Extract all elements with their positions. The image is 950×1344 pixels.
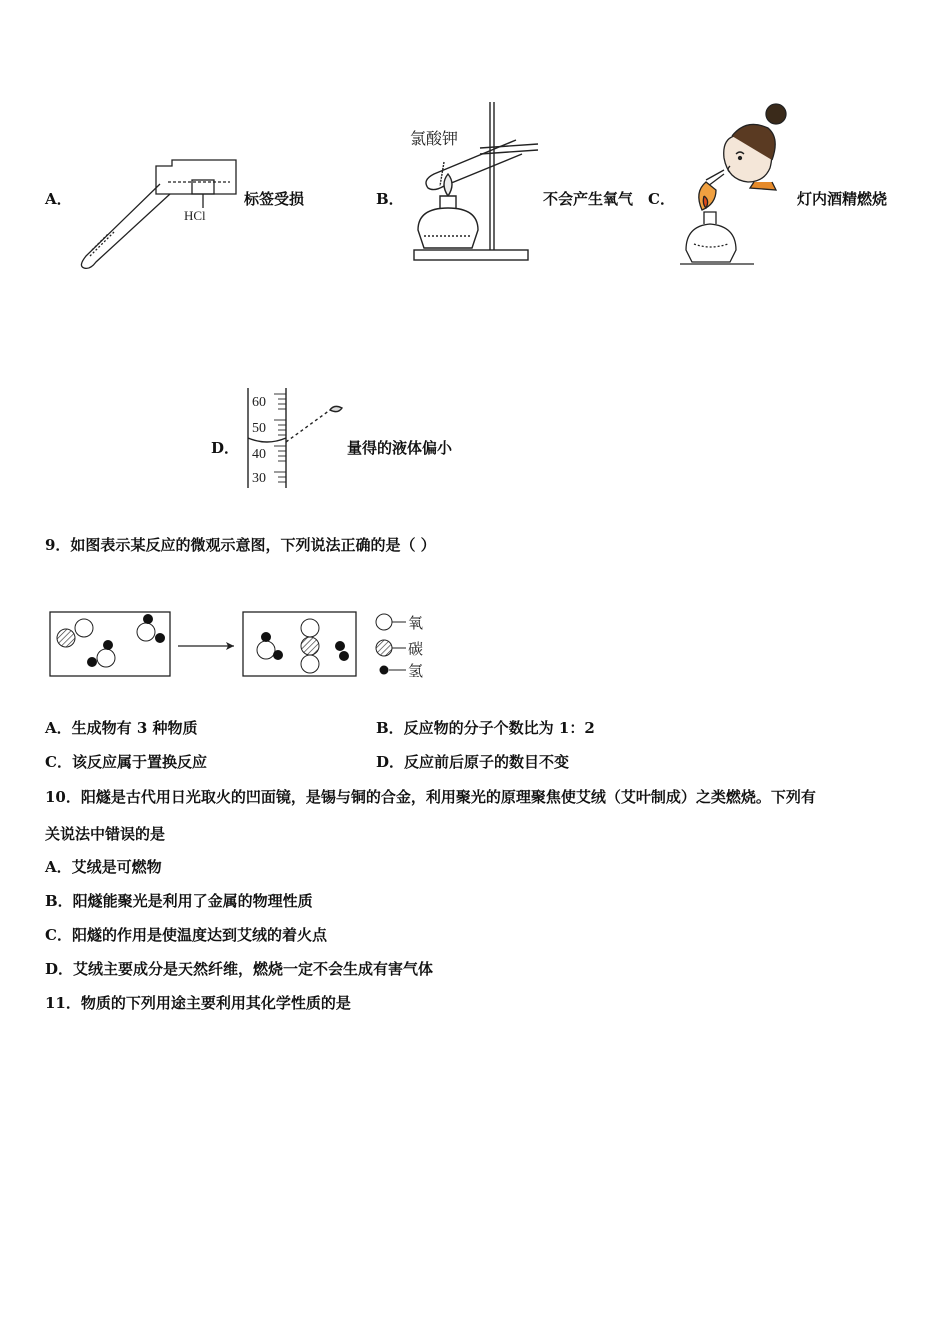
option-b-text: 不会产生氧气 [543,190,634,208]
question-9-stem: 9．如图表示某反应的微观示意图，下列说法正确的是（ ） [45,536,436,554]
oxygen-atom [97,649,115,667]
legend-hydrogen-symbol [380,666,389,675]
q10-option-a: A．艾绒是可燃物 [45,858,162,876]
oxygen-atom [75,619,93,637]
figure-c-blowing-lamp [676,100,796,268]
cylinder-tick-60: 60 [252,395,266,410]
cylinder-tick-50: 50 [252,421,266,436]
option-c-letter: C． [648,190,675,208]
option-a-text: 标签受损 [244,190,305,208]
figure-a-reagent-bottle [72,152,242,270]
q10-option-d: D．艾绒主要成分是天然纤维，燃烧一定不会生成有害气体 [45,960,434,978]
hydrogen-atom [143,614,153,624]
figure-d-graduated-cylinder [244,386,344,490]
carbon-atom [57,629,75,647]
q10-option-b: B．阳燧能聚光是利用了金属的物理性质 [45,892,313,910]
hydrogen-atom [103,640,113,650]
legend-oxygen-label: 氧 [408,616,424,632]
hydrogen-atom [87,657,97,667]
question-10-stem-line1: 10．阳燧是古代用日光取火的凹面镜，是锡与铜的合金，利用聚光的原理聚焦使艾绒（艾叶制成）之类燃烧。下列有 [45,788,816,806]
hydrogen-atom [155,633,165,643]
reaction-diagram [48,608,438,682]
q10-option-c: C．阳燧的作用是使温度达到艾绒的着火点 [45,926,327,944]
legend-carbon-symbol [376,640,392,656]
carbon-atom [301,637,319,655]
oxygen-atom [257,641,275,659]
option-c-text: 灯内酒精燃烧 [797,190,888,208]
alcohol-lamp [686,224,736,262]
oxygen-atom [301,619,319,637]
test-tube [81,184,170,268]
reagent-bottle [156,160,236,194]
q9-option-a: A．生成物有 3 种物质 [45,719,198,737]
sight-line [286,410,330,442]
figure-b-iron-stand [404,100,544,265]
potassium-chlorate-label: 氯酸钾 [410,131,459,148]
legend [376,614,423,680]
alcohol-lamp [418,208,478,248]
hydrogen-atom [339,651,349,661]
legend-oxygen-symbol [376,614,392,630]
legend-hydrogen-label: 氢 [408,664,424,680]
option-a-letter: A． [45,190,72,208]
hcl-label: HCl [184,208,206,223]
q9-option-c: C．该反应属于置换反应 [45,753,207,771]
cylinder-tick-30: 30 [252,471,266,486]
liquid-meniscus [248,438,286,442]
option-d-text: 量得的液体偏小 [347,439,453,457]
eye-icon [330,406,342,411]
question-10-stem-line2: 关说法中错误的是 [45,825,166,843]
question-11-stem: 11．物质的下列用途主要利用其化学性质的是 [45,994,351,1012]
q9-option-d: D．反应前后原子的数目不变 [376,753,570,771]
option-d-letter: D． [211,439,240,457]
hydrogen-atom [261,632,271,642]
oxygen-atom [301,655,319,673]
q9-option-b: B．反应物的分子个数比为 1：2 [376,719,595,737]
oxygen-atom [137,623,155,641]
hydrogen-atom [273,650,283,660]
legend-carbon-label: 碳 [408,642,424,658]
hydrogen-atom [335,641,345,651]
cylinder-tick-40: 40 [252,447,266,462]
option-b-letter: B． [376,190,404,208]
